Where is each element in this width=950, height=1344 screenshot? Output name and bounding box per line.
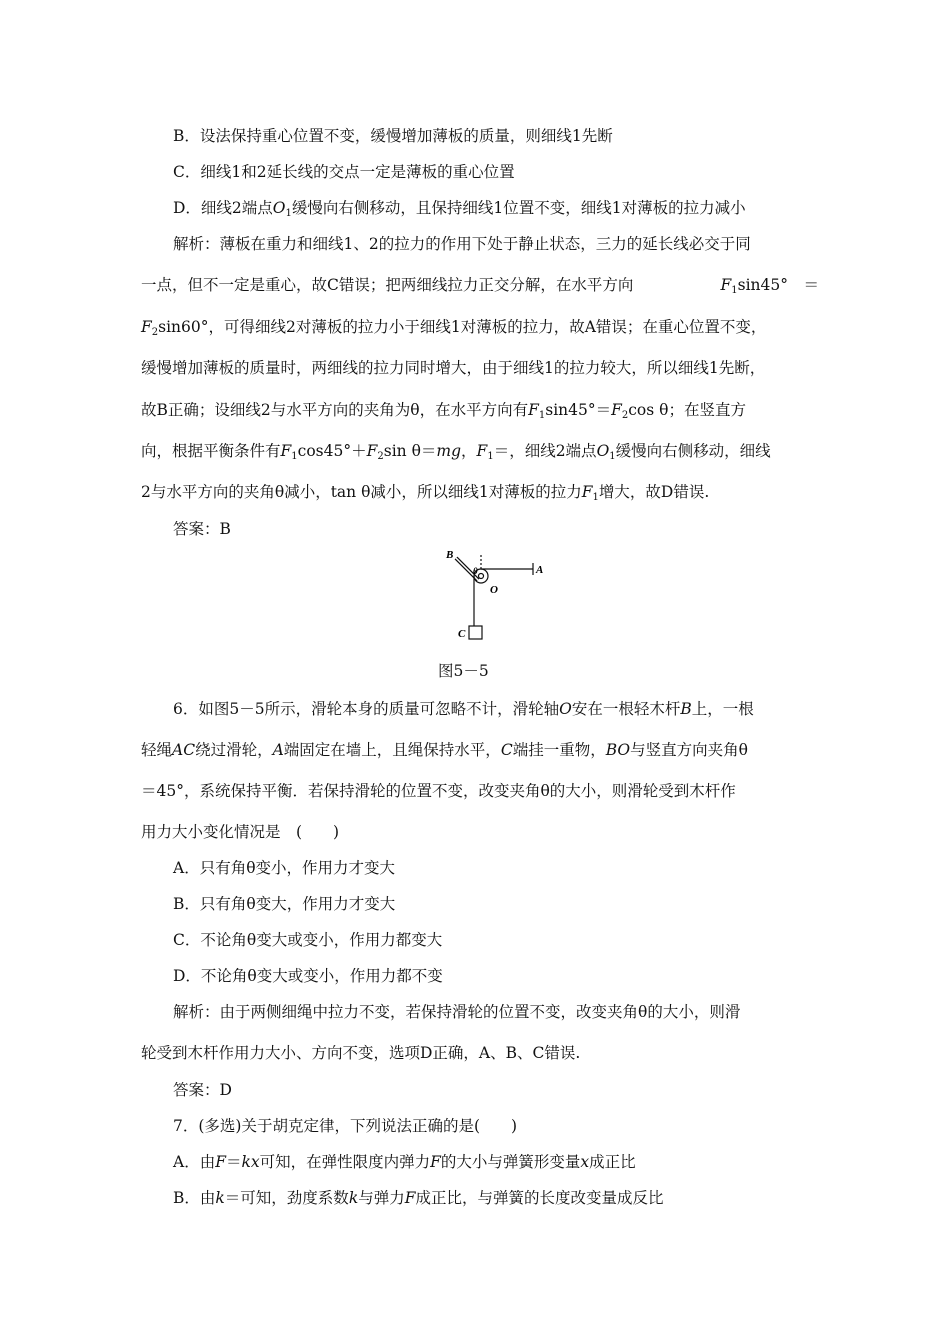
q6-analysis-line-2: 轮受到木杆作用力大小、方向不变，选项D正确，A、B、C错误. [141, 1044, 581, 1062]
q5-analysis-line-4: 缓慢增加薄板的质量时，两细线的拉力同时增大，由于细线1的拉力较大，所以细线1先断， [141, 359, 766, 377]
q6-stem-line-3: ＝45°，系统保持平衡．若保持滑轮的位置不变，改变夹角θ的大小，则滑轮受到木杆作 [141, 782, 736, 800]
q5-option-b: B．设法保持重心位置不变，缓慢增加薄板的质量，则细线1先断 [173, 127, 613, 145]
q5-option-d: D．细线2端点$O_1$缓慢向右侧移动，且保持细线1位置不变，细线1对薄板的拉力减小 [173, 199, 746, 219]
q7-stem: 7．(多选)关于胡克定律，下列说法正确的是( ) [173, 1117, 518, 1135]
q6-stem-line-4: 用力大小变化情况是 ( ) [141, 823, 340, 841]
q6-option-c: C．不论角θ变大或变小，作用力都变大 [173, 931, 443, 949]
label-a: A [536, 564, 544, 576]
q5-analysis-line-3: $F_2\sin 60^\circ$，可得细线2对薄板的拉力小于细线1对薄板的拉力，故A错误；在重心位置不变， [141, 318, 767, 338]
q5-analysis-line-1: 解析：薄板在重力和细线1、2的拉力的作用下处于静止状态，三力的延长线必交于同 [173, 235, 751, 253]
q6-answer: 答案：D [173, 1081, 232, 1099]
q5-analysis-line-2: 一点，但不一定是重心，故C错误；把两细线拉力正交分解，在水平方向 $F_1\sin 45^\circ$ ＝ [141, 276, 819, 296]
label-o: O [490, 584, 498, 596]
q6-option-d: D．不论角θ变大或变小，作用力都不变 [173, 967, 443, 985]
q5-option-c: C．细线1和2延长线的交点一定是薄板的重心位置 [173, 163, 515, 181]
q7-option-a: A．由F＝kx可知，在弹性限度内弹力F的大小与弹簧形变量x成正比 [173, 1153, 636, 1171]
q6-option-b: B．只有角θ变大，作用力才变大 [173, 895, 396, 913]
q6-option-a: A．只有角θ变小，作用力才变大 [173, 859, 396, 877]
figure-caption: 图5－5 [438, 662, 489, 680]
q7-option-b: B．由k＝可知，劲度系数k与弹力F成正比，与弹簧的长度改变量成反比 [173, 1189, 664, 1207]
q5-analysis-line-6: 向，根据平衡条件有$F_1\cos 45^\circ+F_2\sin$ θ＝mg，$F_1=$，细线2端点$O_1$缓慢向右侧移动，细线 [141, 442, 771, 462]
label-theta: θ [473, 566, 478, 576]
q6-analysis-line-1: 解析：由于两侧细绳中拉力不变，若保持滑轮的位置不变，改变夹角θ的大小，则滑 [173, 1003, 741, 1021]
q5-answer: 答案：B [173, 520, 231, 538]
label-b: B [446, 549, 454, 561]
q6-stem-line-1: 6．如图5－5所示，滑轮本身的质量可忽略不计，滑轮轴O安在一根轻木杆B上，一根 [173, 700, 754, 718]
q5-analysis-line-7: 2与水平方向的夹角θ减小，tan θ减小，所以细线1对薄板的拉力$F_1$增大，故D错误. [141, 483, 710, 503]
label-c: C [458, 628, 466, 640]
q6-stem-line-2: 轻绳AC绕过滑轮，A端固定在墙上，且绳保持水平，C端挂一重物，BO与竖直方向夹角θ [141, 741, 748, 759]
pulley-figure [440, 545, 550, 645]
q5-analysis-line-5: 故B正确；设细线2与水平方向的夹角为θ，在水平方向有$F_1\sin 45^\circ=F_2\cos$ θ；在竖直方 [141, 401, 746, 421]
